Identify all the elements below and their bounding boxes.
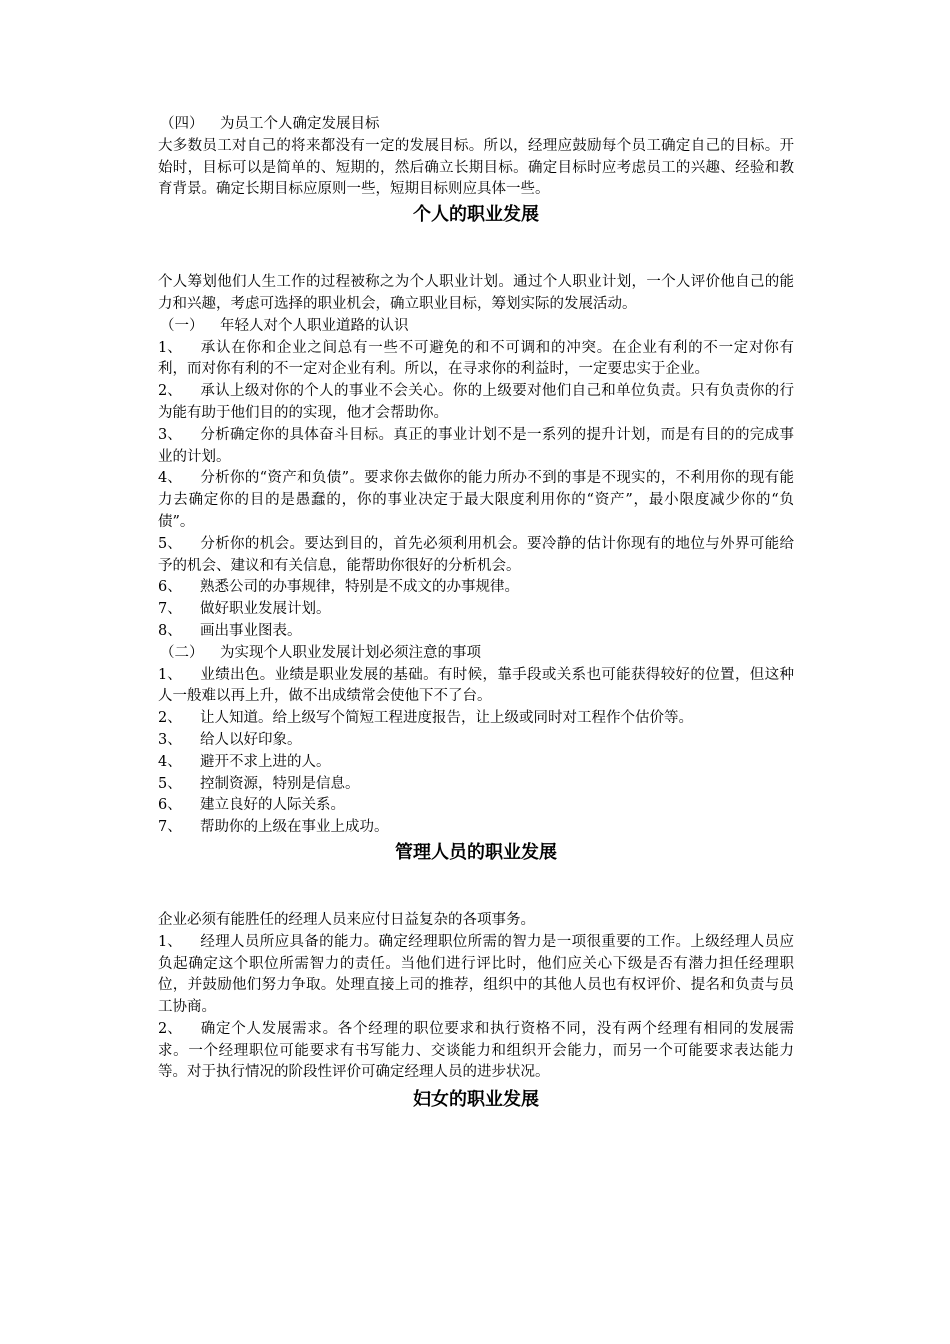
list-item-text: 确定个人发展需求。各个经理的职位要求和执行资格不同，没有两个经理有相同的发展需求。一个经理职位可能要求有书写能力、交谈能力和组织开会能力，而另一个可能要求表达能力等。对于执行情况的阶段性评价可确定经理人员的进步状况。 bbox=[158, 1020, 794, 1081]
list-item bbox=[158, 338, 794, 382]
list-item bbox=[158, 1019, 794, 1084]
list-item-text: 画出事业图表。 bbox=[200, 622, 302, 639]
subsection-1-heading bbox=[158, 316, 794, 338]
list-item bbox=[158, 795, 794, 817]
heading-personal-career: 个人的职业发展 bbox=[413, 204, 539, 226]
list-item-text: 经理人员所应具备的能力。确定经理职位所需的智力是一项很重要的工作。上级经理人员应负起确定这个职位所需智力的责任。当他们进行评比时，他们应关心下级是否有潜力担任经理职位，并鼓励他们努力争取。处理直接上司的推荐，组织中的其他人员也有权评价、提名和负责与员工协商。 bbox=[158, 933, 794, 1016]
list-item-text: 做好职业发展计划。 bbox=[200, 601, 331, 618]
list-item bbox=[158, 730, 794, 752]
list-item bbox=[158, 708, 794, 730]
list-item-number: 1、 bbox=[158, 339, 182, 356]
list-item bbox=[158, 425, 794, 469]
spacer bbox=[158, 867, 794, 910]
intro-paragraph-personal: 个人筹划他们人生工作的过程被称之为个人职业计划。通过个人职业计划，一个人评价他自己的能力和兴趣，考虑可选择的职业机会，确立职业目标，筹划实际的发展活动。 bbox=[158, 274, 794, 312]
list-item-text: 建立良好的人际关系。 bbox=[200, 797, 345, 814]
list-item-text: 给人以好印象。 bbox=[200, 731, 302, 748]
heading-women-career: 妇女的职业发展 bbox=[413, 1089, 539, 1111]
list-item-text: 分析确定你的具体奋斗目标。真正的事业计划不是一系列的提升计划，而是有目的的完成事业的计划。 bbox=[158, 426, 794, 465]
list-item-number: 7、 bbox=[158, 819, 182, 836]
section-number: （二） bbox=[160, 644, 204, 661]
list-item-number: 6、 bbox=[158, 797, 182, 814]
subsection-2-heading bbox=[158, 643, 794, 665]
list-item bbox=[158, 774, 794, 796]
list-item bbox=[158, 621, 794, 643]
list-item-text: 让人知道。给上级写个简短工程进度报告，让上级或同时对工程作个估价等。 bbox=[200, 710, 693, 727]
section-4-paragraph: 大多数员工对自己的将来都没有一定的发展目标。所以，经理应鼓励每个员工确定自己的目标。开始时，目标可以是简单的、短期的，然后确立长期目标。确定目标时应考虑员工的兴趣、经验和教育背景。确定长期目标应原则一些，短期目标则应具体一些。 bbox=[158, 137, 794, 198]
list-item bbox=[158, 577, 794, 599]
list-item bbox=[158, 932, 794, 1019]
list-item-text: 熟悉公司的办事规律，特别是不成文的办事规律。 bbox=[200, 579, 519, 596]
list-item bbox=[158, 665, 794, 709]
list-item-number: 3、 bbox=[158, 426, 182, 443]
section-number: （四） bbox=[160, 116, 204, 132]
list-item-text: 避开不求上进的人。 bbox=[200, 753, 331, 770]
list-item-number: 5、 bbox=[158, 775, 182, 792]
list-item-number: 2、 bbox=[158, 710, 182, 727]
spacer bbox=[158, 229, 794, 272]
list-young-people bbox=[158, 338, 794, 643]
list-item-number: 1、 bbox=[158, 666, 182, 683]
section-title: 年轻人对个人职业道路的认识 bbox=[220, 317, 409, 334]
list-item bbox=[158, 381, 794, 425]
list-item-number: 2、 bbox=[158, 1020, 182, 1037]
section-4-heading bbox=[158, 114, 794, 136]
list-item-number: 3、 bbox=[158, 731, 182, 748]
list-item-number: 1、 bbox=[158, 933, 182, 950]
list-item-number: 2、 bbox=[158, 383, 182, 400]
list-item-text: 分析你的“资产和负债”。要求你去做你的能力所办不到的事是不现实的，不利用你的现有能力去确定你的目的是愚蠢的，你的事业决定于最大限度利用你的“资产”，最小限度减少你的“负债”。 bbox=[158, 470, 794, 530]
list-item-number: 6、 bbox=[158, 579, 182, 596]
section-title: 为员工个人确定发展目标 bbox=[220, 116, 380, 132]
section-number: （一） bbox=[160, 317, 204, 334]
list-item-number: 5、 bbox=[158, 535, 182, 552]
list-item-text: 控制资源，特别是信息。 bbox=[200, 775, 360, 792]
list-item bbox=[158, 468, 794, 533]
section-title: 为实现个人职业发展计划必须注意的事项 bbox=[220, 644, 481, 661]
list-career-notes bbox=[158, 665, 794, 839]
list-item-text: 承认上级对你的个人的事业不会关心。你的上级要对他们自己和单位负责。只有负责你的行为能有助于他们目的的实现，他才会帮助你。 bbox=[158, 383, 794, 421]
list-item bbox=[158, 534, 794, 578]
list-item bbox=[158, 752, 794, 774]
intro-paragraph-manager: 企业必须有能胜任的经理人员来应付日益复杂的各项事务。 bbox=[158, 911, 535, 928]
list-manager bbox=[158, 932, 794, 1085]
list-item-text: 承认在你和企业之间总有一些不可避免的和不可调和的冲突。在企业有利的不一定对你有利，而对你有利的不一定对企业有利。所以，在寻求你的利益时，一定要忠实于企业。 bbox=[158, 339, 794, 378]
list-item bbox=[158, 817, 794, 839]
list-item-number: 4、 bbox=[158, 753, 182, 770]
list-item bbox=[158, 599, 794, 621]
list-item-number: 8、 bbox=[158, 622, 182, 639]
list-item-number: 7、 bbox=[158, 601, 182, 618]
heading-manager-career: 管理人员的职业发展 bbox=[395, 841, 557, 863]
list-item-number: 4、 bbox=[158, 470, 182, 487]
list-item-text: 帮助你的上级在事业上成功。 bbox=[200, 819, 389, 836]
list-item-text: 业绩出色。业绩是职业发展的基础。有时候，靠手段或关系也可能获得较好的位置，但这种人一般难以再上升，做不出成绩常会使他下不了台。 bbox=[158, 666, 794, 705]
list-item-text: 分析你的机会。要达到目的，首先必须利用机会。要冷静的估计你现有的地位与外界可能给予的机会、建议和有关信息，能帮助你很好的分析机会。 bbox=[158, 535, 794, 574]
document-page bbox=[158, 114, 794, 1114]
